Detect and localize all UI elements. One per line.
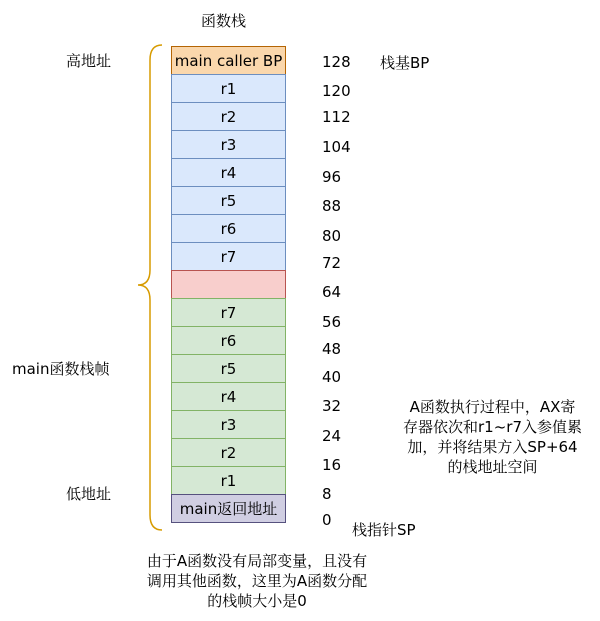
address-label: 88 xyxy=(322,197,342,215)
stack-cell: main caller BP xyxy=(171,46,286,75)
address-label: 112 xyxy=(322,108,351,126)
address-label: 40 xyxy=(322,368,342,386)
ax-note-line: 的栈地址空间 xyxy=(447,458,538,476)
address-label: 56 xyxy=(322,313,342,331)
address-label: 48 xyxy=(322,340,342,358)
address-label: 72 xyxy=(322,254,342,272)
stack-cell: r4 xyxy=(171,158,286,187)
ax-note-line: 存器依次和r1~r7入参值累 xyxy=(403,418,582,436)
address-label: 120 xyxy=(322,82,351,100)
stack-cell: r3 xyxy=(171,130,286,159)
stack-cells xyxy=(171,46,286,523)
address-label: 80 xyxy=(322,227,342,245)
stack-cell: r6 xyxy=(171,326,286,355)
stack-cell: r5 xyxy=(171,186,286,215)
address-label: 16 xyxy=(322,456,342,474)
stack-cell: r1 xyxy=(171,74,286,103)
address-label: 32 xyxy=(322,397,342,415)
ax-note-line: 加，并将结果方入SP+64 xyxy=(407,438,578,456)
frame-size-note xyxy=(102,551,412,611)
address-label: 104 xyxy=(322,138,351,156)
frame-note-line: 调用其他函数，这里为A函数分配 xyxy=(146,572,368,590)
base-pointer-label: 栈基BP xyxy=(380,54,430,72)
address-label: 128 xyxy=(322,53,351,71)
stack-cell: r2 xyxy=(171,438,286,467)
stack-cell xyxy=(171,270,286,299)
diagram-title: 函数栈 xyxy=(201,12,247,30)
stack-cell: r2 xyxy=(171,102,286,131)
stack-cell: r4 xyxy=(171,382,286,411)
low-address-label: 低地址 xyxy=(66,485,112,503)
stack-cell: r1 xyxy=(171,466,286,495)
ax-note-line: A函数执行过程中，AX寄 xyxy=(409,398,576,416)
frame-note-line: 的栈帧大小是0 xyxy=(207,592,307,610)
address-label: 0 xyxy=(322,511,332,529)
stack-pointer-label: 栈指针SP xyxy=(352,521,416,539)
stack-cell: main返回地址 xyxy=(171,494,286,523)
frame-note-line: 由于A函数没有局部变量，且没有 xyxy=(146,552,368,570)
ax-register-note xyxy=(390,397,595,477)
main-frame-label: main函数栈帧 xyxy=(12,360,110,378)
address-label: 96 xyxy=(322,168,342,186)
stack-cell: r6 xyxy=(171,214,286,243)
address-label: 24 xyxy=(322,427,342,445)
stack-cell: r5 xyxy=(171,354,286,383)
address-label: 8 xyxy=(322,485,332,503)
stack-cell: r3 xyxy=(171,410,286,439)
stack-cell: r7 xyxy=(171,298,286,327)
address-label: 64 xyxy=(322,283,342,301)
stack-cell: r7 xyxy=(171,242,286,271)
high-address-label: 高地址 xyxy=(66,52,112,70)
